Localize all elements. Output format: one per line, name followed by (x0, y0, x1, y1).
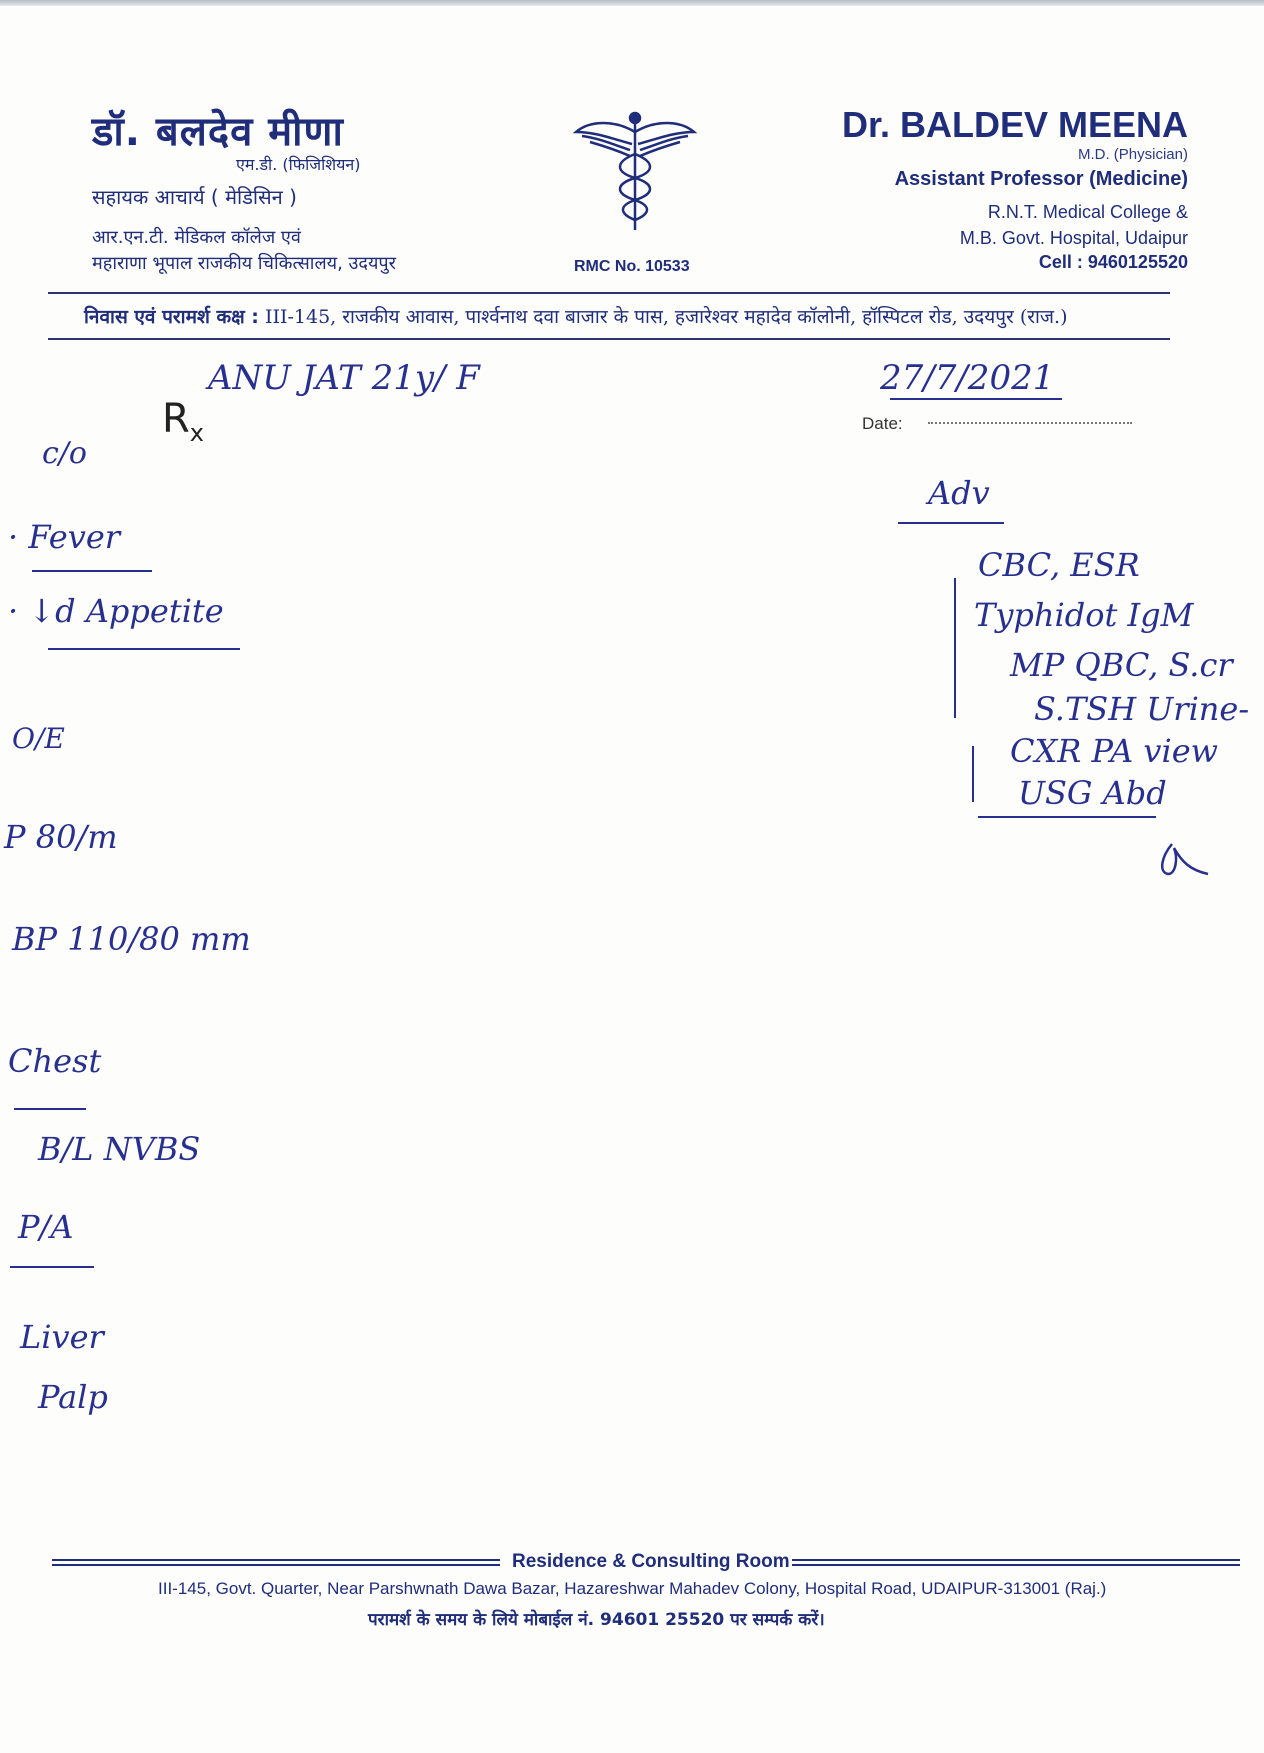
signature-mark (1154, 838, 1214, 882)
handwritten-advice-line: USG Abd (1018, 774, 1167, 812)
advice-bracket (954, 578, 956, 718)
handwriting-underline (32, 570, 152, 572)
handwritten-line: O/E (12, 722, 65, 755)
handwritten-advice-line: CBC, ESR (978, 546, 1140, 584)
handwritten-line: Chest (8, 1042, 102, 1080)
advice-bracket (972, 746, 974, 802)
handwritten-date: 27/7/2021 (880, 358, 1055, 398)
divider-top (48, 292, 1170, 294)
footer-rule-left (52, 1559, 500, 1566)
institution-line2: M.B. Govt. Hospital, Udaipur (959, 228, 1188, 248)
degree-hindi: एम.डी. (फिजिशियन) (236, 155, 361, 174)
footer-title: Residence & Consulting Room (512, 1551, 790, 1572)
handwritten-line: BP 110/80 mm (12, 920, 251, 958)
handwritten-line: Palp (38, 1378, 108, 1416)
footer-contact-note: परामर्श के समय के लिये मोबाईल नं. 94601 25520 पर सम्पर्क करें। (368, 1610, 825, 1630)
rx-symbol: $R_x$ (162, 396, 204, 447)
handwritten-line: · ↓d Appetite (8, 592, 224, 630)
handwritten-patient: ANU JAT 21y/ F (208, 358, 480, 398)
degree: M.D. (Physician) (1077, 146, 1188, 163)
footer-rule-right (792, 1559, 1240, 1566)
handwritten-line: Liver (20, 1318, 104, 1356)
handwritten-line: P 80/m (4, 818, 118, 856)
handwritten-advice-heading: Adv (928, 474, 990, 512)
handwritten-line: · Fever (8, 518, 121, 556)
handwritten-advice-line: MP QBC, S.cr (1010, 646, 1233, 684)
caduceus-icon (570, 110, 700, 235)
advice-underline (978, 816, 1156, 818)
handwritten-line: B/L NVBS (38, 1130, 201, 1168)
date-label: Date: (862, 414, 903, 433)
residence-address: III-145, राजकीय आवास, पार्श्वनाथ दवा बाजार के पास, हजारेश्वर महादेव कॉलोनी, हॉस्पिटल रोड, उदयपुर (राज.) (264, 306, 1068, 328)
doctor-title: Assistant Professor (Medicine) (894, 168, 1188, 190)
handwritten-advice-line: CXR PA view (1010, 732, 1219, 770)
divider-bottom (48, 338, 1170, 340)
advice-underline (898, 522, 1004, 524)
date-underline (890, 398, 1062, 400)
residence-address-hindi (84, 303, 1067, 329)
institution-line1: R.N.T. Medical College & (987, 202, 1188, 222)
footer-address: III-145, Govt. Quarter, Near Parshwnath Dawa Bazar, Hazareshwar Mahadev Colony, Hospital Road, UDAIPUR-313001 (Raj.) (158, 1579, 1107, 1598)
handwriting-underline (14, 1108, 86, 1110)
residence-label: निवास एवं परामर्श कक्ष : (84, 306, 259, 328)
handwritten-advice-line: Typhidot IgM (974, 596, 1194, 634)
doctor-name-hindi: डॉ. बलदेव मीणा (92, 109, 344, 155)
institution-hindi-line1: आर.एन.टी. मेडिकल कॉलेज एवं (92, 227, 301, 248)
doctor-name: Dr. BALDEV MEENA (841, 104, 1188, 145)
rmc-number: RMC No. 10533 (574, 258, 690, 275)
handwritten-advice-line: S.TSH Urine- (1034, 690, 1250, 728)
handwritten-line: c/o (42, 436, 87, 471)
page-top-edge (0, 0, 1264, 6)
institution-hindi-line2: महाराणा भूपाल राजकीय चिकित्सालय, उदयपुर (92, 253, 396, 274)
handwritten-line: P/A (18, 1208, 74, 1246)
handwriting-underline (48, 648, 240, 650)
handwriting-underline (10, 1266, 94, 1268)
date-dotted-line (928, 422, 1132, 424)
cell-number: Cell : 9460125520 (1038, 252, 1188, 272)
title-hindi: सहायक आचार्य ( मेडिसिन ) (92, 185, 297, 209)
